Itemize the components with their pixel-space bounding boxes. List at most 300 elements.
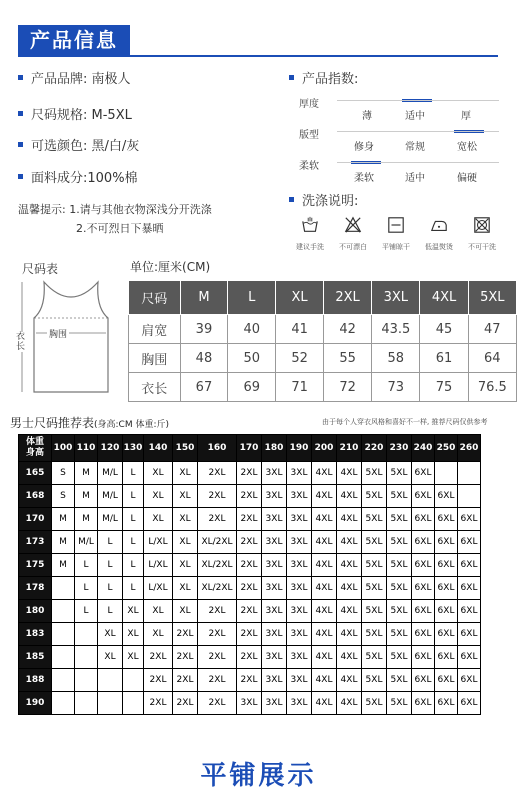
recommend-cell: 3XL	[262, 462, 287, 485]
height-header: 175	[19, 554, 52, 577]
recommend-row	[19, 531, 481, 554]
recommend-cell: 3XL	[287, 485, 312, 508]
recommend-cell	[458, 462, 481, 485]
recommend-cell: 4XL	[312, 531, 337, 554]
recommend-cell: 6XL	[412, 485, 435, 508]
recommend-cell: 2XL	[144, 669, 173, 692]
recommend-cell	[52, 600, 75, 623]
size-table-row	[129, 373, 517, 402]
size-cell: 48	[180, 344, 228, 373]
size-col-header: 尺码	[129, 281, 181, 315]
weight-header: 170	[237, 435, 262, 462]
recommend-cell: 2XL	[198, 669, 237, 692]
recommend-cell: 3XL	[287, 669, 312, 692]
recommend-cell: 4XL	[337, 462, 362, 485]
recommend-cell: 3XL	[287, 462, 312, 485]
care-note-2: 2.不可烈日下暴晒	[76, 222, 164, 235]
height-header: 190	[19, 692, 52, 715]
recommend-cell: 5XL	[387, 485, 412, 508]
recommend-cell: 6XL	[412, 623, 435, 646]
height-header: 173	[19, 531, 52, 554]
recommend-cell: 3XL	[262, 531, 287, 554]
recommend-cell: 3XL	[262, 669, 287, 692]
recommend-cell: 2XL	[173, 623, 198, 646]
recommend-cell: 4XL	[337, 646, 362, 669]
recommend-cell	[123, 692, 144, 715]
recommend-cell: 2XL	[237, 554, 262, 577]
recommend-cell: XL	[173, 554, 198, 577]
recommend-cell: 2XL	[237, 646, 262, 669]
recommend-cell: 2XL	[144, 692, 173, 715]
bullet-icon	[18, 75, 23, 80]
recommend-cell: 4XL	[312, 669, 337, 692]
recommend-cell: 3XL	[262, 646, 287, 669]
recommend-cell: 3XL	[287, 554, 312, 577]
size-table	[128, 280, 517, 402]
recommend-row	[19, 508, 481, 531]
recommend-cell: 3XL	[287, 692, 312, 715]
recommend-cell: 2XL	[173, 692, 198, 715]
recommend-cell	[75, 646, 98, 669]
recommend-cell: 6XL	[435, 577, 458, 600]
size-cell: 43.5	[372, 315, 420, 344]
recommend-cell: 3XL	[262, 508, 287, 531]
recommend-cell: 4XL	[312, 623, 337, 646]
section-title: 产品信息	[18, 25, 130, 55]
recommend-cell: 4XL	[337, 531, 362, 554]
recommend-row	[19, 577, 481, 600]
recommend-cell: XL/2XL	[198, 531, 237, 554]
wash-title-text: 洗涤说明:	[302, 194, 359, 209]
recommend-cell: XL	[98, 646, 123, 669]
recommend-cell: 6XL	[412, 692, 435, 715]
recommend-cell: 6XL	[458, 577, 481, 600]
recommend-cell: L/XL	[144, 577, 173, 600]
recommend-cell: XL	[173, 508, 198, 531]
recommend-cell: 6XL	[412, 600, 435, 623]
recommend-cell: M/L	[98, 508, 123, 531]
height-header: 183	[19, 623, 52, 646]
recommend-cell: 3XL	[287, 646, 312, 669]
weight-header: 250	[435, 435, 458, 462]
recommend-cell: 4XL	[312, 600, 337, 623]
index-option: 适中	[405, 173, 425, 184]
height-header: 185	[19, 646, 52, 669]
recommend-cell: L	[123, 508, 144, 531]
bullet-icon	[18, 111, 23, 116]
recommend-cell: 5XL	[362, 600, 387, 623]
index-option: 薄	[362, 111, 372, 122]
recommend-cell: 3XL	[287, 508, 312, 531]
index-row-softness	[299, 157, 499, 187]
weight-header: 120	[98, 435, 123, 462]
recommend-subtitle: (身高:CM 体重:斤)	[94, 420, 170, 430]
diagram-chest-label: 胸围	[47, 327, 69, 340]
recommend-cell: M/L	[98, 485, 123, 508]
recommend-cell: 4XL	[337, 692, 362, 715]
recommend-cell: 5XL	[362, 623, 387, 646]
recommend-cell: 6XL	[458, 646, 481, 669]
recommend-cell	[75, 692, 98, 715]
recommend-cell: 4XL	[337, 623, 362, 646]
recommend-cell: 3XL	[262, 554, 287, 577]
recommend-cell: XL	[144, 508, 173, 531]
fabric-text: 面料成分:100%棉	[31, 171, 138, 186]
recommend-header-row	[19, 435, 481, 462]
recommend-cell: 6XL	[435, 646, 458, 669]
recommend-cell: 6XL	[412, 554, 435, 577]
recommend-cell: 5XL	[387, 600, 412, 623]
recommend-cell: 5XL	[362, 646, 387, 669]
recommend-cell: 2XL	[198, 623, 237, 646]
brand-info	[18, 68, 131, 87]
recommend-row	[19, 646, 481, 669]
recommend-cell: 2XL	[237, 577, 262, 600]
index-line	[337, 131, 499, 132]
recommend-cell: 2XL	[237, 462, 262, 485]
recommend-row	[19, 462, 481, 485]
recommend-cell: XL/2XL	[198, 554, 237, 577]
recommend-cell	[52, 692, 75, 715]
recommend-cell: 4XL	[312, 646, 337, 669]
recommend-cell: 5XL	[387, 623, 412, 646]
size-table-row	[129, 315, 517, 344]
size-cell: 58	[372, 344, 420, 373]
size-cell: 73	[372, 373, 420, 402]
size-col-header: 3XL	[372, 281, 420, 315]
recommend-cell	[435, 462, 458, 485]
index-option: 厚	[461, 111, 471, 122]
recommend-cell: 5XL	[362, 508, 387, 531]
recommend-cell: 4XL	[312, 554, 337, 577]
recommend-cell: 6XL	[458, 531, 481, 554]
size-cell: 42	[324, 315, 372, 344]
recommend-cell	[52, 646, 75, 669]
recommend-cell: L	[123, 577, 144, 600]
recommend-cell: 2XL	[198, 646, 237, 669]
recommend-cell: M	[52, 508, 75, 531]
recommend-cell: 4XL	[312, 462, 337, 485]
recommend-cell: XL	[98, 623, 123, 646]
recommend-cell: 4XL	[337, 554, 362, 577]
recommend-cell: L	[98, 577, 123, 600]
weight-header: 260	[458, 435, 481, 462]
recommend-cell: 6XL	[458, 600, 481, 623]
recommend-cell: 6XL	[435, 600, 458, 623]
recommend-cell: 2XL	[237, 623, 262, 646]
low-iron-icon	[430, 216, 448, 234]
recommend-cell: 6XL	[435, 623, 458, 646]
size-spec-text: 尺码规格: M-5XL	[31, 108, 132, 123]
flat-display-title: 平铺展示	[200, 761, 317, 791]
corner-height-label: 身高	[25, 448, 44, 458]
size-cell: 76.5	[468, 373, 516, 402]
recommend-cell: M/L	[75, 531, 98, 554]
index-title	[289, 68, 358, 87]
recommend-row	[19, 623, 481, 646]
recommend-cell: XL/2XL	[198, 577, 237, 600]
recommend-cell: 2XL	[173, 646, 198, 669]
recommend-cell: 2XL	[237, 600, 262, 623]
recommend-cell: 2XL	[237, 485, 262, 508]
weight-header: 220	[362, 435, 387, 462]
recommend-cell: 3XL	[287, 577, 312, 600]
recommend-cell: S	[52, 462, 75, 485]
recommend-cell: 6XL	[435, 554, 458, 577]
recommend-cell: XL	[144, 462, 173, 485]
recommend-cell	[52, 623, 75, 646]
recommend-cell: 5XL	[362, 692, 387, 715]
recommend-row	[19, 669, 481, 692]
bullet-icon	[18, 174, 23, 179]
height-header: 180	[19, 600, 52, 623]
index-row-fit	[299, 126, 499, 156]
recommend-cell: 3XL	[287, 600, 312, 623]
recommend-cell: L/XL	[144, 531, 173, 554]
recommend-cell: 5XL	[387, 531, 412, 554]
recommend-cell: 4XL	[337, 600, 362, 623]
recommend-row	[19, 554, 481, 577]
size-col-header: L	[228, 281, 276, 315]
recommend-cell: XL	[123, 646, 144, 669]
recommend-cell: XL	[173, 577, 198, 600]
recommend-cell: L	[75, 554, 98, 577]
recommend-cell: L	[75, 600, 98, 623]
no-tumble-dry-icon	[473, 216, 491, 234]
recommend-cell: 2XL	[144, 646, 173, 669]
weight-header: 140	[144, 435, 173, 462]
recommend-cell: 6XL	[412, 508, 435, 531]
recommend-cell: M	[52, 554, 75, 577]
size-cell: 45	[420, 315, 468, 344]
wash-label: 建议手洗	[296, 243, 324, 251]
recommend-cell: 6XL	[458, 623, 481, 646]
recommend-cell: 2XL	[198, 692, 237, 715]
recommend-cell: 6XL	[435, 485, 458, 508]
weight-header: 190	[287, 435, 312, 462]
recommend-cell: 3XL	[287, 531, 312, 554]
diagram-length-label: 衣长	[16, 332, 26, 352]
size-cell: 47	[468, 315, 516, 344]
no-bleach-icon	[344, 216, 362, 234]
recommend-row	[19, 692, 481, 715]
index-title-text: 产品指数:	[302, 72, 359, 87]
weight-header: 200	[312, 435, 337, 462]
recommend-cell: 5XL	[362, 485, 387, 508]
recommend-cell: 2XL	[237, 669, 262, 692]
bullet-icon	[289, 197, 294, 202]
recommend-cell: M	[52, 531, 75, 554]
recommend-cell: 5XL	[387, 508, 412, 531]
index-option: 适中	[405, 111, 425, 122]
unit-label: 单位:厘米(CM)	[130, 260, 211, 274]
recommend-cell: 6XL	[412, 669, 435, 692]
recommend-cell: 6XL	[435, 531, 458, 554]
size-cell: 75	[420, 373, 468, 402]
recommend-cell	[123, 669, 144, 692]
recommend-cell	[75, 623, 98, 646]
size-cell: 61	[420, 344, 468, 373]
recommend-cell: 2XL	[198, 600, 237, 623]
recommend-cell: 3XL	[262, 600, 287, 623]
recommend-cell: S	[52, 485, 75, 508]
care-note-1: 温馨提示: 1.请与其他衣物深浅分开洗涤	[18, 203, 212, 216]
recommend-cell: L	[98, 531, 123, 554]
index-label: 版型	[299, 130, 319, 141]
size-table-header	[129, 281, 517, 315]
height-header: 178	[19, 577, 52, 600]
index-label: 柔软	[299, 161, 319, 172]
size-cell: 72	[324, 373, 372, 402]
size-cell: 41	[276, 315, 324, 344]
height-header: 165	[19, 462, 52, 485]
bullet-icon	[289, 75, 294, 80]
recommend-cell: L	[123, 531, 144, 554]
colors-info	[18, 135, 139, 154]
recommend-cell: 6XL	[458, 508, 481, 531]
size-chart-title: 尺码表	[22, 262, 59, 276]
recommend-cell: 2XL	[237, 531, 262, 554]
size-cell: 39	[180, 315, 228, 344]
recommend-cell: 4XL	[312, 577, 337, 600]
height-header: 168	[19, 485, 52, 508]
index-label: 厚度	[299, 99, 319, 110]
index-option: 修身	[354, 142, 374, 153]
wash-label: 平铺晾干	[382, 243, 410, 251]
size-table-row	[129, 344, 517, 373]
recommend-cell: L	[123, 462, 144, 485]
recommend-title	[10, 414, 169, 431]
weight-header: 100	[52, 435, 75, 462]
recommend-cell: 5XL	[362, 462, 387, 485]
recommend-table	[18, 434, 481, 715]
index-line	[337, 162, 499, 163]
size-col-header: 4XL	[420, 281, 468, 315]
recommend-cell: 5XL	[387, 692, 412, 715]
recommend-cell: 6XL	[435, 669, 458, 692]
size-col-header: 5XL	[468, 281, 516, 315]
flat-dry-icon	[387, 216, 405, 234]
recommend-cell	[75, 669, 98, 692]
recommend-disclaimer: 由于每个人穿衣风格和喜好不一样, 推荐尺码仅供参考	[322, 418, 488, 426]
weight-header: 160	[198, 435, 237, 462]
size-cell: 69	[228, 373, 276, 402]
size-cell: 71	[276, 373, 324, 402]
size-col-header: XL	[276, 281, 324, 315]
brand-text: 产品品牌: 南极人	[31, 72, 131, 87]
recommend-cell: L/XL	[144, 554, 173, 577]
weight-header: 210	[337, 435, 362, 462]
recommend-row	[19, 600, 481, 623]
recommend-cell: 3XL	[262, 623, 287, 646]
recommend-cell: 2XL	[173, 669, 198, 692]
recommend-cell: 5XL	[362, 531, 387, 554]
recommend-cell: 6XL	[458, 692, 481, 715]
recommend-cell: 4XL	[312, 692, 337, 715]
recommend-cell: XL	[173, 485, 198, 508]
recommend-cell: L	[123, 554, 144, 577]
corner-weight-label: 体重	[25, 437, 44, 447]
recommend-cell: XL	[173, 600, 198, 623]
size-cell: 50	[228, 344, 276, 373]
hand-wash-icon	[301, 216, 319, 234]
header-divider	[18, 55, 498, 57]
size-col-header: M	[180, 281, 228, 315]
recommend-cell: L	[98, 554, 123, 577]
recommend-cell: 4XL	[337, 669, 362, 692]
weight-header: 130	[123, 435, 144, 462]
height-header: 188	[19, 669, 52, 692]
recommend-cell: 4XL	[337, 577, 362, 600]
index-option: 宽松	[457, 142, 477, 153]
recommend-cell: 6XL	[435, 508, 458, 531]
recommend-cell: 6XL	[458, 554, 481, 577]
recommend-cell: L	[98, 600, 123, 623]
index-row-thickness	[299, 95, 499, 125]
recommend-cell: 2XL	[237, 508, 262, 531]
size-spec-info	[18, 104, 132, 123]
index-option: 常规	[405, 142, 425, 153]
colors-text: 可选颜色: 黑/白/灰	[31, 139, 140, 154]
recommend-row	[19, 485, 481, 508]
recommend-cell: 6XL	[458, 669, 481, 692]
wash-label: 不可漂白	[339, 243, 367, 251]
recommend-cell: XL	[123, 623, 144, 646]
size-cell: 55	[324, 344, 372, 373]
recommend-cell: XL	[144, 623, 173, 646]
recommend-cell: 5XL	[362, 669, 387, 692]
recommend-cell: XL	[173, 531, 198, 554]
wash-label: 不可干洗	[468, 243, 496, 251]
index-option: 柔软	[354, 173, 374, 184]
recommend-cell	[52, 669, 75, 692]
recommend-cell: M	[75, 485, 98, 508]
recommend-cell: L	[123, 485, 144, 508]
bullet-icon	[18, 142, 23, 147]
index-line	[337, 100, 499, 101]
recommend-cell: 5XL	[362, 577, 387, 600]
recommend-cell: 4XL	[337, 508, 362, 531]
recommend-cell: L	[75, 577, 98, 600]
recommend-cell: 4XL	[312, 485, 337, 508]
recommend-cell: 2XL	[198, 508, 237, 531]
weight-header: 110	[75, 435, 98, 462]
weight-header: 230	[387, 435, 412, 462]
recommend-cell: 3XL	[287, 623, 312, 646]
recommend-cell: XL	[123, 600, 144, 623]
recommend-corner	[19, 435, 52, 462]
size-row-label: 胸围	[129, 344, 181, 373]
recommend-cell: XL	[144, 485, 173, 508]
recommend-cell: 5XL	[387, 669, 412, 692]
height-header: 170	[19, 508, 52, 531]
recommend-cell: 3XL	[262, 692, 287, 715]
recommend-cell: 2XL	[198, 485, 237, 508]
fabric-info	[18, 167, 138, 186]
recommend-cell: M	[75, 508, 98, 531]
recommend-cell: 5XL	[387, 462, 412, 485]
wash-label: 低温熨烫	[425, 243, 453, 251]
recommend-cell: 5XL	[387, 554, 412, 577]
size-row-label: 肩宽	[129, 315, 181, 344]
recommend-cell: XL	[144, 600, 173, 623]
recommend-cell: 5XL	[387, 577, 412, 600]
size-cell: 64	[468, 344, 516, 373]
recommend-cell: 6XL	[412, 462, 435, 485]
recommend-cell	[98, 692, 123, 715]
recommend-cell	[98, 669, 123, 692]
wash-title	[289, 190, 358, 209]
